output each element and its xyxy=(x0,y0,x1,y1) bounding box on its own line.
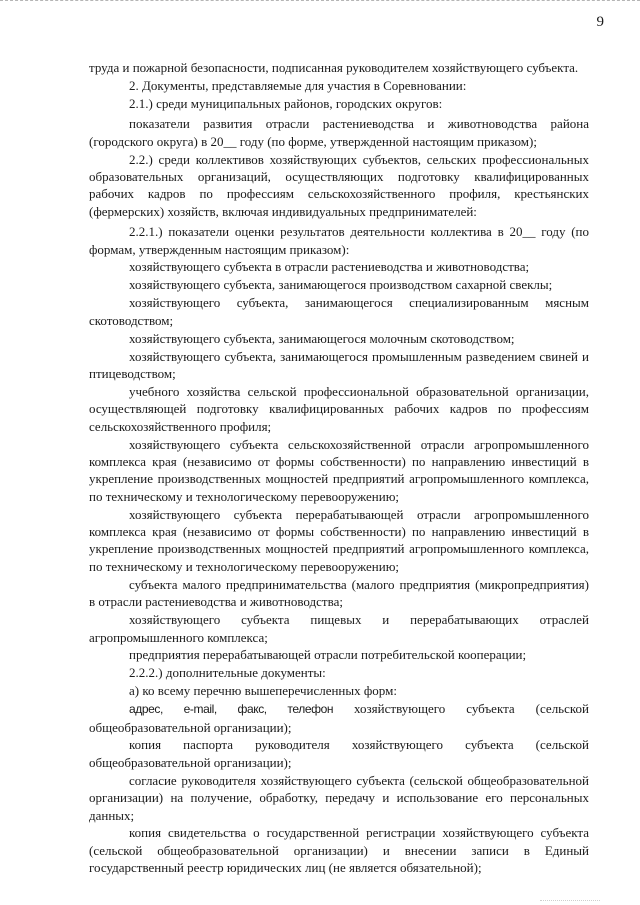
list-item-contacts xyxy=(89,700,589,736)
list-item-pig-poultry: хозяйствующего субъекта, занимающегося промышленным разведением свиней и птицеводством; xyxy=(89,348,589,381)
list-item-registration-certificate: копия свидетельства о государственной регистрации хозяйствующего субъекта (сельской общеобразовательной организации) и внесении записи в Единый государственный реестр юридических лиц (не является обязательной); xyxy=(89,825,589,876)
scan-artifact xyxy=(540,896,600,901)
document-body xyxy=(89,59,589,877)
list-item-small-business: субъекта малого предпринимательства (малого предприятия (микропредприятия) в отрасли растениеводства и животноводства; xyxy=(89,576,589,610)
paragraph-2-2-1: 2.2.1.) показатели оценки результатов деятельности коллектива в 20__ году (по формам, утвержденным настоящим приказом): xyxy=(89,224,589,257)
paragraph-2-2: 2.2.) среди коллективов хозяйствующих субъектов, сельских профессиональных образовательных организаций, осуществляющих подготовку квалифицированных рабочих кадров по профессиям сельскохозяйственного профиля, крестьянских (фермерских) хозяйств, включая индивидуальных предпринимателей: xyxy=(89,151,589,219)
contacts-rest: хозяйствующего субъекта (сельской общеобразовательной организации); xyxy=(89,701,589,735)
list-item-passport-copy: копия паспорта руководителя хозяйствующего субъекта (сельской общеобразовательной организации); xyxy=(89,737,589,770)
list-item-agro-investment: хозяйствующего субъекта сельскохозяйственной отрасли агропромышленного комплекса края (независимо от формы собственности) по направлению инвестиций в укрепление производственных мощностей предприятий агропромышленного комплекса, по техническому и технологическому перевооружению; xyxy=(89,436,589,504)
list-item-consumer-cooperation: предприятия перерабатывающей отрасли потребительской кооперации; xyxy=(129,647,527,663)
paragraph-district-indicators: показатели развития отрасли растениеводства и животноводства района (городского округа) в 20__ году (по форме, утвержденной настоящим приказом); xyxy=(89,116,589,149)
list-item-processing-investment: хозяйствующего субъекта перерабатывающей отрасли агропромышленного комплекса края (независимо от формы собственности) по направлению инвестиций в укрепление производственных мощностей предприятий агропромышленного комплекса, по техническому и технологическому перевооружению; xyxy=(89,506,589,574)
paragraph-2-1: 2.1.) среди муниципальных районов, городских округов: xyxy=(129,95,443,111)
list-item-training-farm: учебного хозяйства сельской профессиональной образовательной организации, осуществляющей подготовку квалифицированных рабочих кадров по профессиям сельскохозяйственного профиля; xyxy=(89,383,589,434)
paragraph-2-2-2: 2.2.2.) дополнительные документы: xyxy=(129,665,326,681)
page-number: 9 xyxy=(596,14,604,30)
list-item-crop-livestock: хозяйствующего субъекта в отрасли растениеводства и животноводства; xyxy=(129,259,530,275)
paragraph-continuation: труда и пожарной безопасности, подписанная руководителем хозяйствующего субъекта. xyxy=(89,60,579,75)
paragraph-section-2-heading: 2. Документы, представляемые для участия в Соревновании: xyxy=(129,77,467,93)
list-item-dairy-cattle: хозяйствующего субъекта, занимающегося молочным скотоводством; xyxy=(129,330,515,346)
paragraph-item-a: а) ко всему перечню вышеперечисленных форм: xyxy=(129,683,397,699)
contacts-prefix: адрес, e-mail, факс, телефон xyxy=(129,702,334,717)
list-item-food-processing: хозяйствующего субъекта пищевых и перерабатывающих отраслей агропромышленного комплекса; xyxy=(89,612,589,645)
list-item-beef-cattle: хозяйствующего субъекта, занимающегося специализированным мясным скотоводством; xyxy=(89,295,589,328)
list-item-personal-data-consent: согласие руководителя хозяйствующего субъекта (сельской общеобразовательной организации) на получение, обработку, передачу и использование его персональных данных; xyxy=(89,772,589,823)
top-scan-border xyxy=(0,0,640,3)
list-item-sugar-beet: хозяйствующего субъекта, занимающегося производством сахарной свеклы; xyxy=(129,277,553,293)
